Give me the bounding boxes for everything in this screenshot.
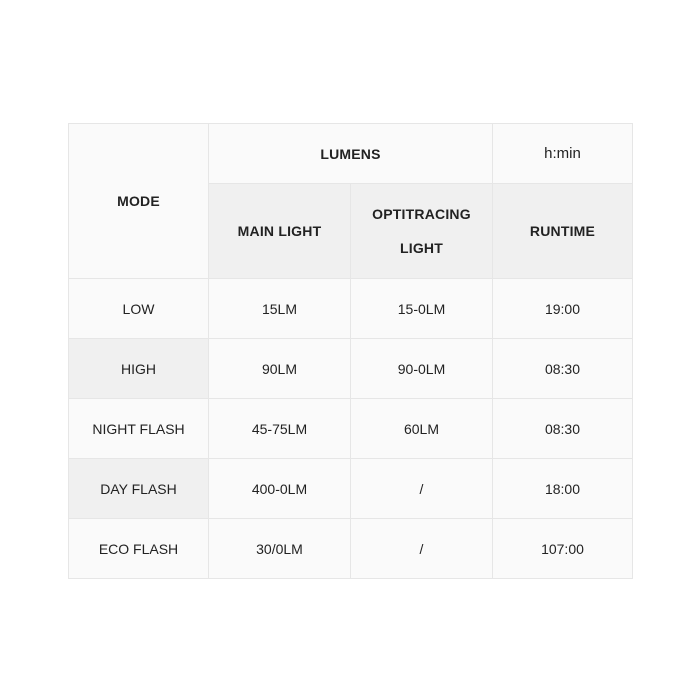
mode-cell: LOW xyxy=(69,279,209,339)
header-mode: MODE xyxy=(69,124,209,279)
runtime-cell: 08:30 xyxy=(493,339,633,399)
runtime-cell: 107:00 xyxy=(493,519,633,579)
table-row xyxy=(69,399,633,459)
header-optitracing-line2: LIGHT xyxy=(400,240,443,256)
header-lumens: LUMENS xyxy=(209,124,493,184)
runtime-cell: 08:30 xyxy=(493,399,633,459)
main-light-cell: 30/0LM xyxy=(209,519,351,579)
table-row xyxy=(69,339,633,399)
runtime-cell: 18:00 xyxy=(493,459,633,519)
mode-cell: NIGHT FLASH xyxy=(69,399,209,459)
table-row xyxy=(69,279,633,339)
runtime-cell: 19:00 xyxy=(493,279,633,339)
header-row-top xyxy=(69,124,633,184)
optitracing-cell: / xyxy=(351,459,493,519)
header-optitracing-light xyxy=(351,184,493,279)
header-unit: h:min xyxy=(493,124,633,184)
optitracing-cell: 90-0LM xyxy=(351,339,493,399)
header-main-light: MAIN LIGHT xyxy=(209,184,351,279)
mode-cell: DAY FLASH xyxy=(69,459,209,519)
mode-cell: ECO FLASH xyxy=(69,519,209,579)
main-light-cell: 90LM xyxy=(209,339,351,399)
runtime-spec-table xyxy=(68,123,633,579)
table-row xyxy=(69,519,633,579)
optitracing-cell: 15-0LM xyxy=(351,279,493,339)
main-light-cell: 400-0LM xyxy=(209,459,351,519)
optitracing-cell: / xyxy=(351,519,493,579)
mode-cell: HIGH xyxy=(69,339,209,399)
header-runtime: RUNTIME xyxy=(493,184,633,279)
main-light-cell: 15LM xyxy=(209,279,351,339)
header-optitracing-line1: OPTITRACING xyxy=(372,206,471,222)
optitracing-cell: 60LM xyxy=(351,399,493,459)
table-row xyxy=(69,459,633,519)
main-light-cell: 45-75LM xyxy=(209,399,351,459)
